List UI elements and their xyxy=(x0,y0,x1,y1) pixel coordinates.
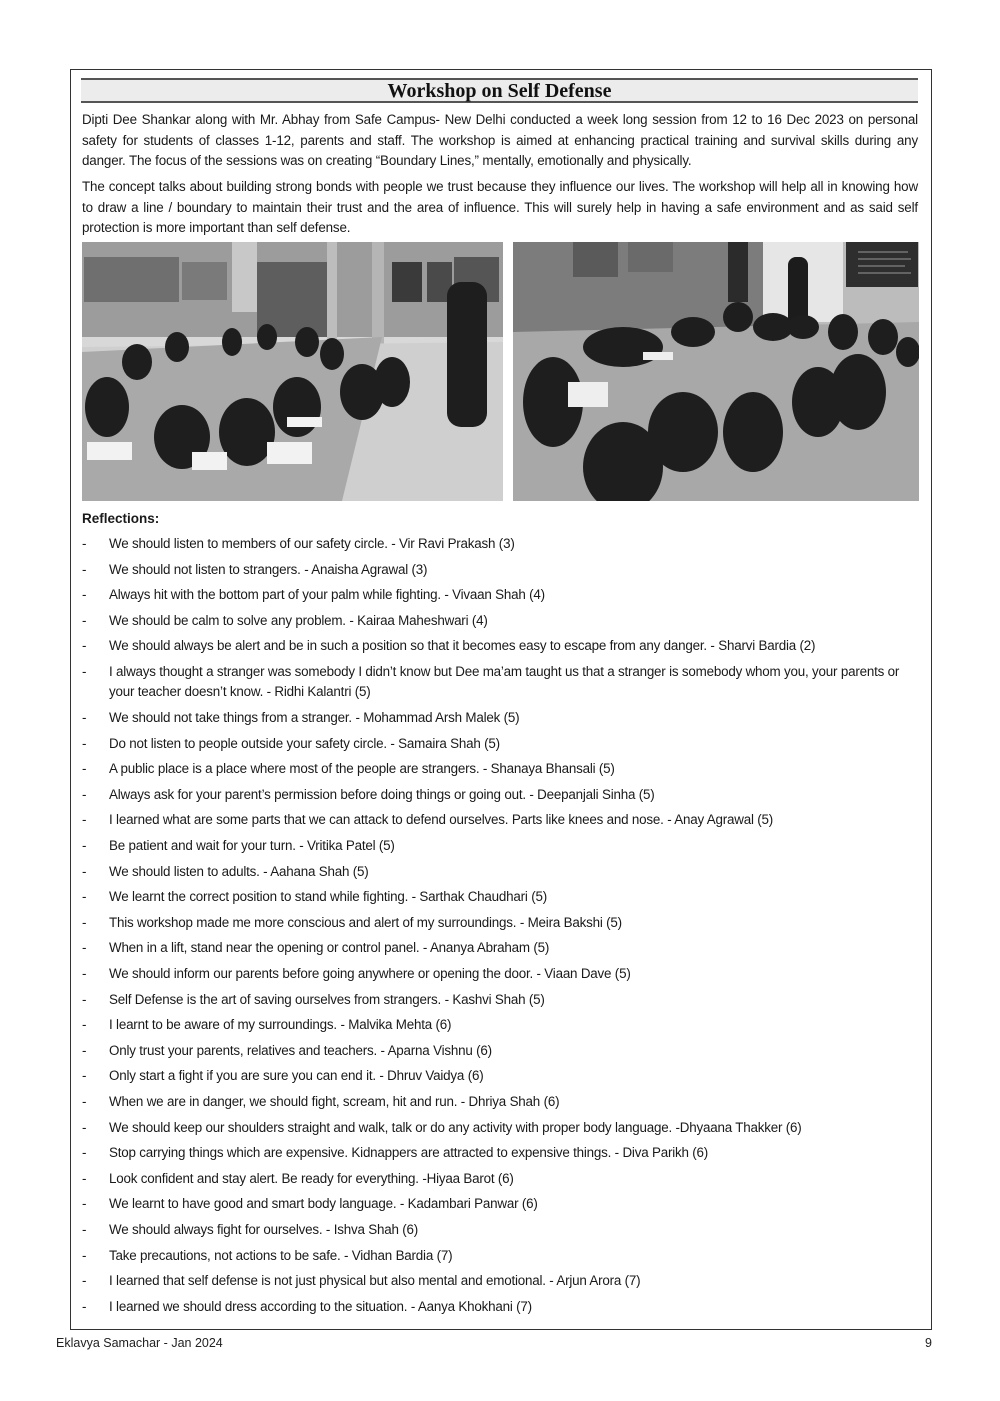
reflection-item xyxy=(82,1246,922,1267)
reflection-item xyxy=(82,785,922,806)
reflection-text: We should always fight for ourselves. - Ishva Shah (6) xyxy=(109,1221,418,1237)
bullet-dash: - xyxy=(82,1017,87,1033)
bullet-dash: - xyxy=(82,966,87,981)
reflection-text: A public place is a place where most of the people are strangers. - Shanaya Bhansali (5) xyxy=(109,761,615,777)
workshop-photo-left xyxy=(82,242,503,501)
reflection-item xyxy=(82,887,922,908)
reflection-item xyxy=(82,611,922,632)
reflection-item xyxy=(82,1143,922,1164)
reflection-item xyxy=(82,1041,922,1062)
reflection-item xyxy=(82,1297,922,1318)
reflection-item xyxy=(82,1194,922,1215)
reflection-text: When we are in danger, we should fight, scream, hit and run. - Dhriya Shah (6) xyxy=(109,1093,560,1109)
reflection-text: We learnt the correct position to stand while fighting. - Sarthak Chaudhari (5) xyxy=(109,889,547,905)
reflection-text: Be patient and wait for your turn. - Vritika Patel (5) xyxy=(109,838,395,854)
reflection-item xyxy=(82,1271,922,1292)
reflection-text: I learnt to be aware of my surroundings. - Malvika Mehta (6) xyxy=(109,1017,452,1033)
reflection-text: We should listen to adults. - Aahana Shah (5) xyxy=(109,863,369,879)
reflection-item xyxy=(82,1066,922,1087)
footer-page-number: 9 xyxy=(925,1336,932,1350)
reflection-text: Look confident and stay alert. Be ready for everything. -Hiyaa Barot (6) xyxy=(109,1170,514,1186)
blackboard-photo-image xyxy=(513,242,919,501)
reflection-text: Only trust your parents, relatives and teachers. - Aparna Vishnu (6) xyxy=(109,1042,492,1058)
reflection-text: I learned we should dress according to the situation. - Aanya Khokhani (7) xyxy=(109,1298,532,1314)
footer-publication: Eklavya Samachar - Jan 2024 xyxy=(56,1336,223,1350)
bullet-dash: - xyxy=(82,1119,87,1135)
bullet-dash: - xyxy=(82,735,87,751)
reflection-item xyxy=(82,708,922,729)
bullet-dash: - xyxy=(82,1093,87,1109)
reflection-text: We should keep our shoulders straight and walk, talk or do any activity with proper body language. -Dhyaana Thakker (6) xyxy=(109,1119,802,1135)
bullet-dash: - xyxy=(82,1145,87,1161)
reflections-list xyxy=(82,534,922,1322)
bullet-dash: - xyxy=(82,1221,87,1237)
bullet-dash: - xyxy=(82,1247,87,1263)
bullet-dash: - xyxy=(82,1170,87,1186)
reflection-text: Self Defense is the art of saving ourselves from strangers. - Kashvi Shah (5) xyxy=(109,991,545,1007)
reflection-text: Stop carrying things which are expensive. Kidnappers are attracted to expensive things. - Diva Parikh (6) xyxy=(109,1145,709,1161)
reflection-text: We should not take things from a stranger. - Mohammad Arsh Malek (5) xyxy=(109,710,520,726)
reflection-item xyxy=(82,836,922,857)
bullet-dash: - xyxy=(82,663,87,679)
bullet-dash: - xyxy=(82,1042,87,1058)
reflection-item xyxy=(82,759,922,780)
reflection-item xyxy=(82,1015,922,1036)
reflection-text: I learned what are some parts that we can attack to defend ourselves. Parts like knees and nose. - Anay Agrawal (5) xyxy=(109,812,774,828)
reflection-text: Always ask for your parent’s permission before doing things or going out. - Deepanjali Sinha (5) xyxy=(109,786,655,802)
bullet-dash: - xyxy=(82,914,87,930)
bullet-dash: - xyxy=(82,991,87,1007)
reflection-item xyxy=(82,1092,922,1113)
concept-paragraph: The concept talks about building strong bonds with people we trust because they influence our lives. The workshop will help all in knowing how to draw a line / boundary to maintain their trust and the area of influence. This will surely help in having a safe environment and as said self protection is more important than self defense. xyxy=(82,179,918,235)
bullet-dash: - xyxy=(82,1273,87,1289)
workshop-photo-right xyxy=(513,242,919,501)
reflection-item xyxy=(82,1118,922,1139)
reflection-text: Only start a fight if you are sure you can end it. - Dhruv Vaidya (6) xyxy=(109,1068,484,1084)
reflection-item xyxy=(82,810,922,831)
reflection-text: We should not listen to strangers. - Anaisha Agrawal (3) xyxy=(109,561,428,577)
reflections-heading: Reflections: xyxy=(82,511,160,526)
bullet-dash: - xyxy=(82,863,87,879)
reflection-text: Do not listen to people outside your safety circle. - Samaira Shah (5) xyxy=(109,735,500,751)
bullet-dash: - xyxy=(82,587,87,603)
reflection-text: Always hit with the bottom part of your palm while fighting. - Vivaan Shah (4) xyxy=(109,587,545,603)
reflection-item xyxy=(82,585,922,606)
reflection-text: This workshop made me more conscious and alert of my surroundings. - Meira Bakshi (5) xyxy=(109,914,622,930)
reflection-item xyxy=(82,734,922,755)
bullet-dash: - xyxy=(82,940,87,956)
intro-paragraph: Dipti Dee Shankar along with Mr. Abhay from Safe Campus- New Delhi conducted a week long session from 12 to 16 Dec 2023 on personal safety for students of classes 1-12, parents and staff. The workshop is aimed at enhancing practical training and survival skills during any danger. The focus of the sessions was on creating “Boundary Lines,” mentally, emotionally and physically. xyxy=(82,112,918,168)
reflection-text: We should be calm to solve any problem. - Kairaa Maheshwari (4) xyxy=(109,612,488,628)
reflection-text: Take precautions, not actions to be safe. - Vidhan Bardia (7) xyxy=(109,1247,453,1263)
reflection-item xyxy=(82,1220,922,1241)
reflection-item xyxy=(82,662,922,703)
bullet-dash: - xyxy=(82,838,87,854)
reflection-text: I always thought a stranger was somebody I didn’t know but Dee ma’am taught us that a stranger is somebody whom you, your parents or your teacher doesn’t know. - Ridhi Kalantri (5) xyxy=(109,663,900,700)
reflection-item xyxy=(82,1169,922,1190)
reflection-text: We should inform our parents before going anywhere or opening the door. - Viaan Dave (5) xyxy=(109,966,631,981)
bullet-dash: - xyxy=(82,612,87,628)
title-bar xyxy=(81,78,918,103)
classroom-photo-image xyxy=(82,242,503,501)
reflection-text: We should listen to members of our safety circle. - Vir Ravi Prakash (3) xyxy=(109,536,515,551)
reflection-text: I learned that self defense is not just physical but also mental and emotional. - Arjun Arora (7) xyxy=(109,1273,641,1289)
bullet-dash: - xyxy=(82,786,87,802)
bullet-dash: - xyxy=(82,1068,87,1084)
reflection-item xyxy=(82,862,922,883)
reflection-text: We learnt to have good and smart body language. - Kadambari Panwar (6) xyxy=(109,1196,538,1212)
reflection-item xyxy=(82,636,922,657)
reflection-item xyxy=(82,964,922,985)
reflection-item xyxy=(82,560,922,581)
reflection-text: When in a lift, stand near the opening or control panel. - Ananya Abraham (5) xyxy=(109,940,550,956)
bullet-dash: - xyxy=(82,812,87,828)
reflection-item xyxy=(82,534,922,555)
bullet-dash: - xyxy=(82,889,87,905)
bullet-dash: - xyxy=(82,1196,87,1212)
reflection-item xyxy=(82,938,922,959)
bullet-dash: - xyxy=(82,1298,87,1314)
article-title: Workshop on Self Defense xyxy=(387,80,612,102)
reflection-item xyxy=(82,913,922,934)
reflection-text: We should always be alert and be in such a position so that it becomes easy to escape from any danger. - Sharvi Bardia (2) xyxy=(109,638,816,654)
reflection-item xyxy=(82,990,922,1011)
bullet-dash: - xyxy=(82,536,87,551)
bullet-dash: - xyxy=(82,561,87,577)
bullet-dash: - xyxy=(82,710,87,726)
bullet-dash: - xyxy=(82,761,87,777)
bullet-dash: - xyxy=(82,638,87,654)
